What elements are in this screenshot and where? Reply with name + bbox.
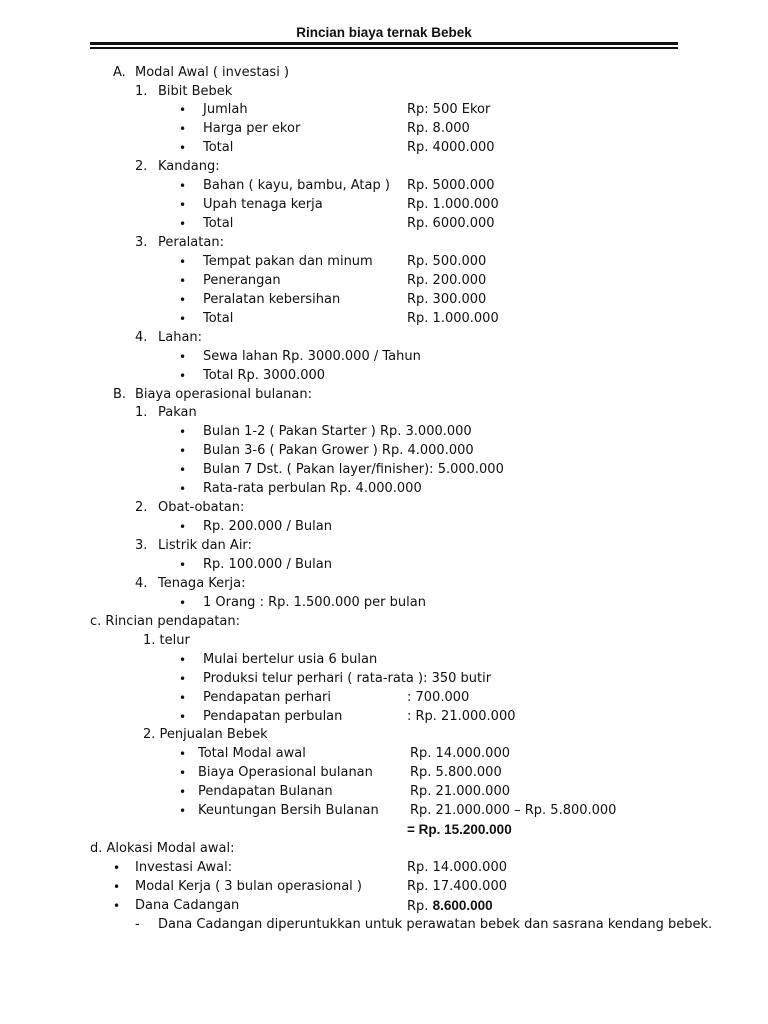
a2-item-label: Upah tenaga kerja [203,197,323,212]
a1-item-value: Rp: 500 Ekor [407,102,491,117]
a1-label: Bibit Bebek [158,84,233,99]
a3-item-label: Tempat pakan dan minum [203,254,373,269]
c2-item-label: Keuntungan Bersih Bulanan [198,803,379,818]
c1-item-label: Mulai bertelur usia 6 bulan [203,652,378,667]
bullet-icon: • [179,198,187,212]
c2-item-value: Rp. 5.800.000 [410,765,502,780]
c1-item-value: : Rp. 21.000.000 [407,709,516,724]
bullet-icon: • [179,141,187,155]
c2-item-value: Rp. 21.000.000 [410,784,510,799]
d-item-value-prefix: Rp. [407,899,429,914]
a4-item: Total Rp. 3000.000 [203,368,326,383]
bullet-icon: • [179,558,187,572]
bullet-icon: • [179,369,187,383]
d-item-value: Rp. 17.400.000 [407,879,507,894]
bullet-icon: • [179,482,187,496]
b1-item: Bulan 7 Dst. ( Pakan layer/finisher): 5.000.000 [203,462,504,477]
b1-number: 1. [135,405,148,420]
c2-label: 2. Penjualan Bebek [143,727,268,742]
title-rule-thin [90,47,678,49]
a3-item-label: Peralatan kebersihan [203,292,341,307]
a2-item-value: Rp. 1.000.000 [407,197,499,212]
c2-item-label: Total Modal awal [198,746,306,761]
bullet-icon: • [179,179,187,193]
a2-item-label: Total [203,216,234,231]
bullet-icon: • [179,217,187,231]
c1-item-label: Pendapatan perbulan [203,709,343,724]
d-item-value-bold: 8.600.000 [432,898,493,913]
bullet-icon: • [179,691,187,705]
section-d-label: d. Alokasi Modal awal: [90,841,235,856]
c2-result: = Rp. 15.200.000 [407,822,512,837]
b4-number: 4. [135,576,148,591]
bullet-icon: • [179,785,187,799]
bullet-icon: • [179,463,187,477]
a3-item-value: Rp. 1.000.000 [407,311,499,326]
bullet-icon: • [179,444,187,458]
bullet-icon: • [179,350,187,364]
d-item-value: Rp. 14.000.000 [407,860,507,875]
a1-item-label: Harga per ekor [203,121,301,136]
a1-number: 1. [135,84,148,99]
title-rule-thick [90,42,678,45]
a1-item-label: Total [203,140,234,155]
b4-label: Tenaga Kerja: [158,576,246,591]
d-item-label: Modal Kerja ( 3 bulan operasional ) [135,879,362,894]
bullet-icon: • [179,747,187,761]
a3-item-label: Penerangan [203,273,281,288]
c1-item-label: Pendapatan perhari [203,690,332,705]
b2-number: 2. [135,500,148,515]
section-c-label: c. Rincian pendapatan: [90,614,241,629]
c2-item-label: Biaya Operasional bulanan [198,765,373,780]
section-b-marker: B. [113,387,127,402]
bullet-icon: • [179,274,187,288]
a4-number: 4. [135,330,148,345]
b1-item: Bulan 3-6 ( Pakan Grower ) Rp. 4.000.000 [203,443,474,458]
a1-item-value: Rp. 8.000 [407,121,470,136]
d-item-label: Dana Cadangan [135,898,240,913]
b2-label: Obat-obatan: [158,500,245,515]
a1-item-value: Rp. 4000.000 [407,140,495,155]
b4-item: 1 Orang : Rp. 1.500.000 per bulan [203,595,426,610]
b1-item: Bulan 1-2 ( Pakan Starter ) Rp. 3.000.000 [203,424,472,439]
section-a-label: Modal Awal ( investasi ) [135,65,290,80]
bullet-icon: • [113,861,121,875]
a2-number: 2. [135,159,148,174]
d-item-label: Investasi Awal: [135,860,233,875]
c1-item-label: Produksi telur perhari ( rata-rata ): 350 butir [203,671,492,686]
a4-item: Sewa lahan Rp. 3000.000 / Tahun [203,349,421,364]
a3-item-value: Rp. 300.000 [407,292,487,307]
a2-item-value: Rp. 5000.000 [407,178,495,193]
bullet-icon: • [179,293,187,307]
a3-item-value: Rp. 200.000 [407,273,487,288]
a3-item-label: Total [203,311,234,326]
b3-label: Listrik dan Air: [158,538,252,553]
b1-label: Pakan [158,405,197,420]
bullet-icon: • [179,312,187,326]
b2-item: Rp. 200.000 / Bulan [203,519,332,534]
a3-label: Peralatan: [158,235,224,250]
b1-item: Rata-rata perbulan Rp. 4.000.000 [203,481,422,496]
note-dash: - [135,917,140,932]
bullet-icon: • [179,596,187,610]
c2-item-value: Rp. 21.000.000 – Rp. 5.800.000 [410,803,617,818]
d-item-value [407,898,493,915]
c1-label: 1. telur [143,633,190,648]
a2-item-label: Bahan ( kayu, bambu, Atap ) [203,178,390,193]
a4-label: Lahan: [158,330,203,345]
c1-item-value: : 700.000 [407,690,470,705]
bullet-icon: • [179,425,187,439]
a3-number: 3. [135,235,148,250]
bullet-icon: • [179,672,187,686]
bullet-icon: • [179,804,187,818]
note-text: Dana Cadangan diperuntukkan untuk perawatan bebek dan sasrana kendang bebek. [158,917,713,932]
bullet-icon: • [113,880,121,894]
bullet-icon: • [179,653,187,667]
bullet-icon: • [179,103,187,117]
bullet-icon: • [179,520,187,534]
bullet-icon: • [179,766,187,780]
section-a-marker: A. [113,65,126,80]
c2-item-label: Pendapatan Bulanan [198,784,333,799]
bullet-icon: • [179,255,187,269]
bullet-icon: • [179,710,187,724]
a2-item-value: Rp. 6000.000 [407,216,495,231]
bullet-icon: • [179,122,187,136]
a1-item-label: Jumlah [203,102,248,117]
a2-label: Kandang: [158,159,220,174]
section-b-label: Biaya operasional bulanan: [135,387,312,402]
c2-item-value: Rp. 14.000.000 [410,746,510,761]
document-title: Rincian biaya ternak Bebek [296,25,472,40]
a3-item-value: Rp. 500.000 [407,254,487,269]
bullet-icon: • [113,899,121,913]
b3-item: Rp. 100.000 / Bulan [203,557,332,572]
b3-number: 3. [135,538,148,553]
